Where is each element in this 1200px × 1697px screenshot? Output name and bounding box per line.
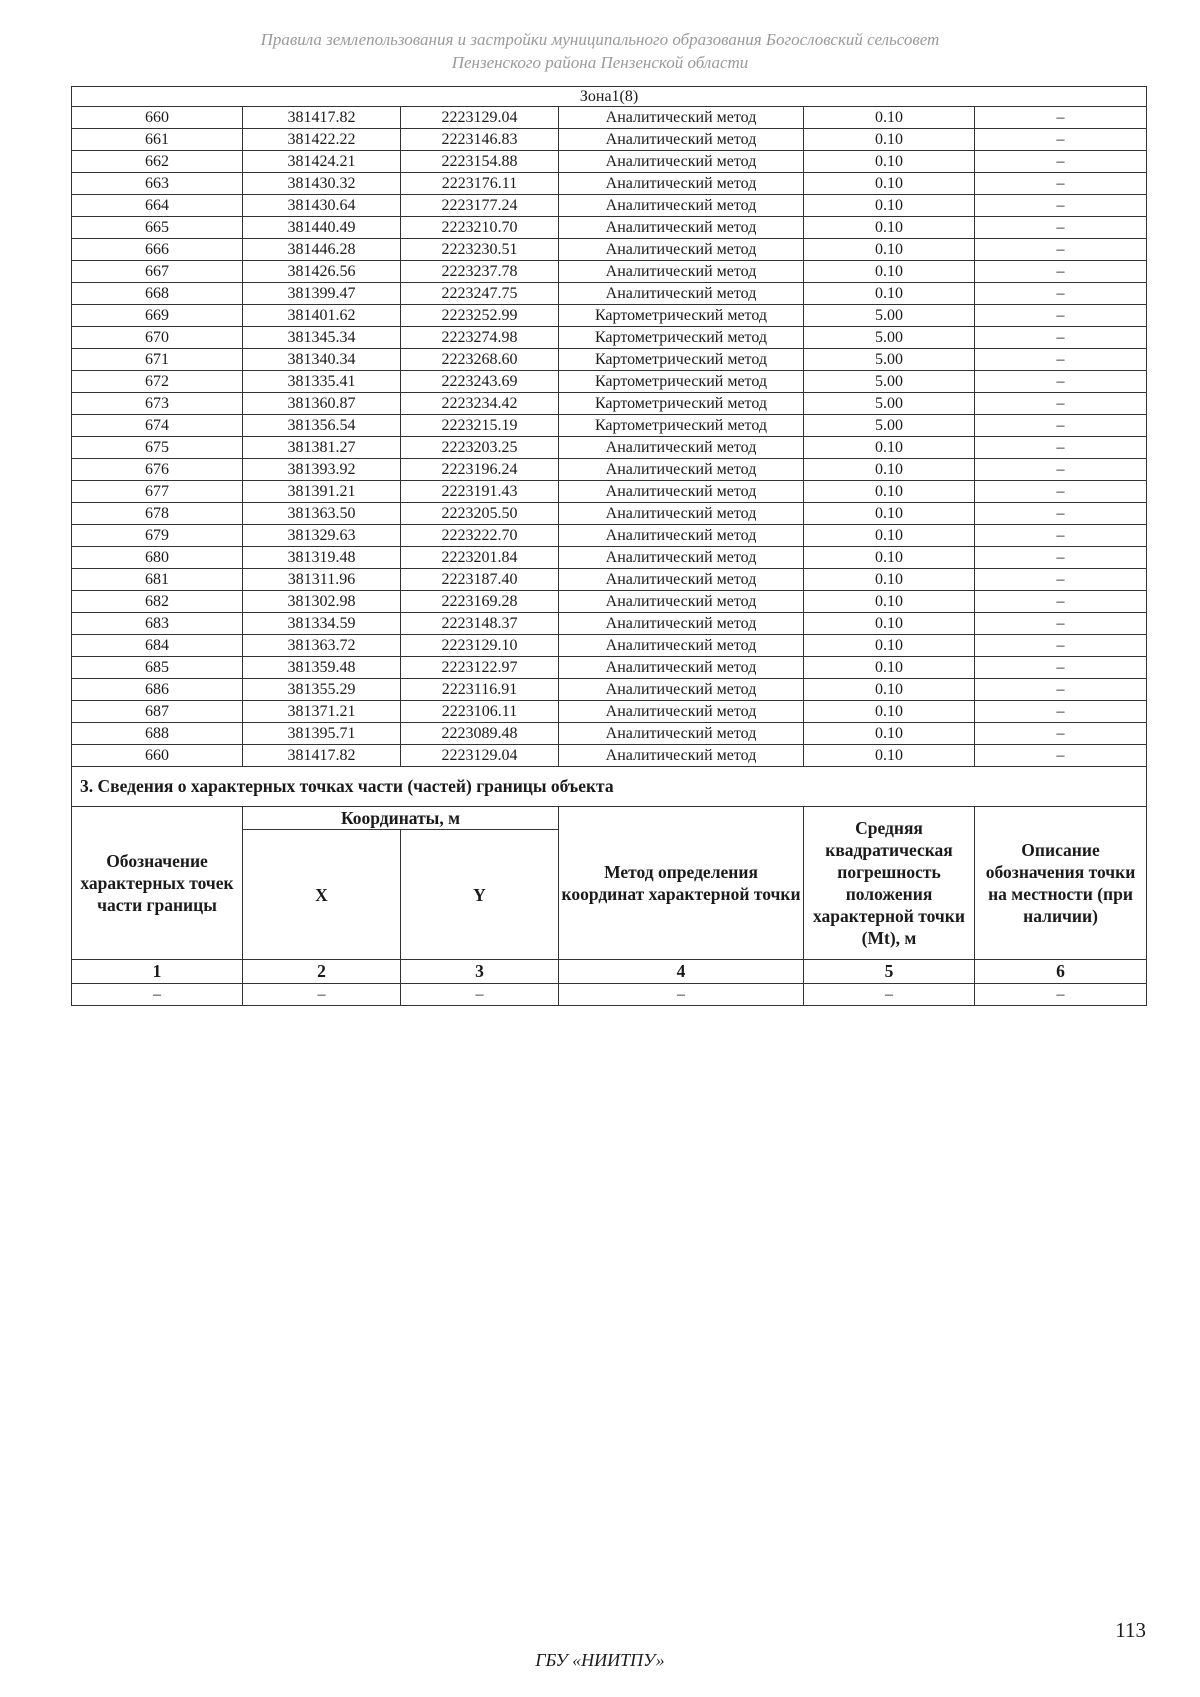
coordinates-table: [71, 86, 1147, 1006]
y-coordinate-cell: 2223230.51: [401, 239, 559, 261]
description-cell: –: [975, 283, 1147, 305]
method-cell: Аналитический метод: [559, 657, 804, 679]
point-id-cell: 666: [72, 239, 243, 261]
point-id-cell: 675: [72, 437, 243, 459]
table-row: [72, 393, 1147, 415]
x-coordinate-cell: 381329.63: [243, 525, 401, 547]
method-cell: Аналитический метод: [559, 459, 804, 481]
description-cell: –: [975, 613, 1147, 635]
x-coordinate-cell: 381345.34: [243, 327, 401, 349]
x-coordinate-cell: 381335.41: [243, 371, 401, 393]
column-number: 5: [804, 960, 975, 984]
error-cell: 0.10: [804, 107, 975, 129]
table-row: [72, 745, 1147, 767]
error-cell: 0.10: [804, 239, 975, 261]
error-cell: 0.10: [804, 723, 975, 745]
error-cell: 0.10: [804, 481, 975, 503]
method-cell: Аналитический метод: [559, 613, 804, 635]
empty-cell: –: [559, 984, 804, 1006]
method-cell: Аналитический метод: [559, 195, 804, 217]
y-coordinate-cell: 2223089.48: [401, 723, 559, 745]
description-cell: –: [975, 371, 1147, 393]
error-cell: 0.10: [804, 151, 975, 173]
point-id-cell: 684: [72, 635, 243, 657]
error-cell: 0.10: [804, 525, 975, 547]
column-number: 2: [243, 960, 401, 984]
y-coordinate-cell: 2223169.28: [401, 591, 559, 613]
error-cell: 0.10: [804, 195, 975, 217]
method-cell: Картометрический метод: [559, 349, 804, 371]
description-cell: –: [975, 349, 1147, 371]
y-coordinate-cell: 2223187.40: [401, 569, 559, 591]
point-id-cell: 662: [72, 151, 243, 173]
page-number: 113: [1115, 1618, 1146, 1642]
method-cell: Аналитический метод: [559, 591, 804, 613]
header-line-2: Пензенского района Пензенской области: [451, 53, 749, 72]
table-row: [72, 327, 1147, 349]
y-coordinate-cell: 2223203.25: [401, 437, 559, 459]
table-row: [72, 371, 1147, 393]
column-number: 3: [401, 960, 559, 984]
x-coordinate-cell: 381424.21: [243, 151, 401, 173]
document-header: [0, 28, 1200, 74]
description-cell: –: [975, 503, 1147, 525]
point-id-cell: 683: [72, 613, 243, 635]
section3-title: 3. Сведения о характерных точках части (частей) границы объекта: [72, 767, 1147, 807]
table-row: [72, 129, 1147, 151]
x-coordinate-cell: 381417.82: [243, 107, 401, 129]
y-coordinate-cell: 2223201.84: [401, 547, 559, 569]
point-id-cell: 681: [72, 569, 243, 591]
table-row: [72, 217, 1147, 239]
description-cell: –: [975, 701, 1147, 723]
x-coordinate-cell: 381417.82: [243, 745, 401, 767]
zone-title-row: [72, 87, 1147, 107]
header-error: Средняя квадратическая погрешность положения характерной точки (Mt), м: [804, 807, 975, 960]
y-coordinate-cell: 2223274.98: [401, 327, 559, 349]
method-cell: Аналитический метод: [559, 525, 804, 547]
point-id-cell: 676: [72, 459, 243, 481]
point-id-cell: 671: [72, 349, 243, 371]
x-coordinate-cell: 381356.54: [243, 415, 401, 437]
method-cell: Аналитический метод: [559, 503, 804, 525]
table-row: [72, 459, 1147, 481]
y-coordinate-cell: 2223234.42: [401, 393, 559, 415]
y-coordinate-cell: 2223237.78: [401, 261, 559, 283]
error-cell: 0.10: [804, 503, 975, 525]
x-coordinate-cell: 381363.50: [243, 503, 401, 525]
method-cell: Аналитический метод: [559, 107, 804, 129]
error-cell: 0.10: [804, 701, 975, 723]
y-coordinate-cell: 2223106.11: [401, 701, 559, 723]
description-cell: –: [975, 481, 1147, 503]
point-id-cell: 663: [72, 173, 243, 195]
method-cell: Аналитический метод: [559, 239, 804, 261]
y-coordinate-cell: 2223154.88: [401, 151, 559, 173]
table-row: [72, 591, 1147, 613]
description-cell: –: [975, 129, 1147, 151]
y-coordinate-cell: 2223196.24: [401, 459, 559, 481]
x-coordinate-cell: 381355.29: [243, 679, 401, 701]
error-cell: 0.10: [804, 679, 975, 701]
table-row: [72, 569, 1147, 591]
x-coordinate-cell: 381319.48: [243, 547, 401, 569]
table-row: [72, 701, 1147, 723]
x-coordinate-cell: 381446.28: [243, 239, 401, 261]
header-description: Описание обозначения точки на местности (при наличии): [975, 807, 1147, 960]
description-cell: –: [975, 525, 1147, 547]
x-coordinate-cell: 381340.34: [243, 349, 401, 371]
description-cell: –: [975, 679, 1147, 701]
description-cell: –: [975, 547, 1147, 569]
table-row: [72, 151, 1147, 173]
y-coordinate-cell: 2223222.70: [401, 525, 559, 547]
method-cell: Аналитический метод: [559, 569, 804, 591]
x-coordinate-cell: 381426.56: [243, 261, 401, 283]
description-cell: –: [975, 305, 1147, 327]
x-coordinate-cell: 381422.22: [243, 129, 401, 151]
point-id-cell: 678: [72, 503, 243, 525]
description-cell: –: [975, 745, 1147, 767]
x-coordinate-cell: 381371.21: [243, 701, 401, 723]
description-cell: –: [975, 393, 1147, 415]
point-id-cell: 667: [72, 261, 243, 283]
empty-cell: –: [401, 984, 559, 1006]
point-id-cell: 660: [72, 107, 243, 129]
y-coordinate-cell: 2223215.19: [401, 415, 559, 437]
x-coordinate-cell: 381302.98: [243, 591, 401, 613]
x-coordinate-cell: 381440.49: [243, 217, 401, 239]
description-cell: –: [975, 437, 1147, 459]
error-cell: 5.00: [804, 305, 975, 327]
section3-title-row: [72, 767, 1147, 807]
description-cell: –: [975, 239, 1147, 261]
description-cell: –: [975, 151, 1147, 173]
point-id-cell: 674: [72, 415, 243, 437]
table-row: [72, 107, 1147, 129]
point-id-cell: 673: [72, 393, 243, 415]
method-cell: Аналитический метод: [559, 481, 804, 503]
method-cell: Аналитический метод: [559, 173, 804, 195]
description-cell: –: [975, 217, 1147, 239]
x-coordinate-cell: 381334.59: [243, 613, 401, 635]
error-cell: 0.10: [804, 569, 975, 591]
x-coordinate-cell: 381401.62: [243, 305, 401, 327]
table-row: [72, 415, 1147, 437]
header-method: Метод определения координат характерной точки: [559, 807, 804, 960]
empty-cell: –: [72, 984, 243, 1006]
table-row: [72, 613, 1147, 635]
error-cell: 0.10: [804, 437, 975, 459]
point-id-cell: 677: [72, 481, 243, 503]
error-cell: 0.10: [804, 459, 975, 481]
table-row: [72, 679, 1147, 701]
point-id-cell: 668: [72, 283, 243, 305]
error-cell: 0.10: [804, 635, 975, 657]
error-cell: 5.00: [804, 415, 975, 437]
header-y: Y: [401, 830, 559, 960]
x-coordinate-cell: 381430.32: [243, 173, 401, 195]
y-coordinate-cell: 2223177.24: [401, 195, 559, 217]
error-cell: 5.00: [804, 349, 975, 371]
x-coordinate-cell: 381363.72: [243, 635, 401, 657]
description-cell: –: [975, 657, 1147, 679]
header-line-1: Правила землепользования и застройки муниципального образования Богословский сельсовет: [260, 30, 940, 49]
description-cell: –: [975, 327, 1147, 349]
column-numbers-row: [72, 960, 1147, 984]
description-cell: –: [975, 591, 1147, 613]
column-number: 4: [559, 960, 804, 984]
method-cell: Картометрический метод: [559, 415, 804, 437]
header-x: X: [243, 830, 401, 960]
method-cell: Аналитический метод: [559, 217, 804, 239]
point-id-cell: 685: [72, 657, 243, 679]
table-row: [72, 525, 1147, 547]
x-coordinate-cell: 381381.27: [243, 437, 401, 459]
method-cell: Аналитический метод: [559, 701, 804, 723]
method-cell: Аналитический метод: [559, 723, 804, 745]
y-coordinate-cell: 2223210.70: [401, 217, 559, 239]
table-row: [72, 349, 1147, 371]
error-cell: 0.10: [804, 173, 975, 195]
table-row: [72, 305, 1147, 327]
method-cell: Аналитический метод: [559, 261, 804, 283]
error-cell: 5.00: [804, 371, 975, 393]
point-id-cell: 664: [72, 195, 243, 217]
x-coordinate-cell: 381399.47: [243, 283, 401, 305]
table-row: [72, 437, 1147, 459]
error-cell: 0.10: [804, 657, 975, 679]
method-cell: Аналитический метод: [559, 151, 804, 173]
method-cell: Картометрический метод: [559, 305, 804, 327]
table-row: [72, 481, 1147, 503]
error-cell: 0.10: [804, 261, 975, 283]
method-cell: Аналитический метод: [559, 679, 804, 701]
section3-header-row-1: [72, 807, 1147, 830]
method-cell: Аналитический метод: [559, 745, 804, 767]
error-cell: 0.10: [804, 745, 975, 767]
empty-cell: –: [804, 984, 975, 1006]
table-row: [72, 635, 1147, 657]
header-designation: Обозначение характерных точек части границы: [72, 807, 243, 960]
method-cell: Аналитический метод: [559, 547, 804, 569]
document-footer: ГБУ «НИИТПУ»: [535, 1650, 665, 1670]
error-cell: 0.10: [804, 129, 975, 151]
description-cell: –: [975, 195, 1147, 217]
point-id-cell: 660: [72, 745, 243, 767]
x-coordinate-cell: 381359.48: [243, 657, 401, 679]
section3-block: [72, 767, 1147, 1006]
y-coordinate-cell: 2223116.91: [401, 679, 559, 701]
description-cell: –: [975, 459, 1147, 481]
coordinates-table-body: [72, 87, 1147, 767]
column-number: 6: [975, 960, 1147, 984]
description-cell: –: [975, 569, 1147, 591]
description-cell: –: [975, 415, 1147, 437]
point-id-cell: 672: [72, 371, 243, 393]
method-cell: Картометрический метод: [559, 371, 804, 393]
y-coordinate-cell: 2223191.43: [401, 481, 559, 503]
table-row: [72, 657, 1147, 679]
point-id-cell: 679: [72, 525, 243, 547]
x-coordinate-cell: 381393.92: [243, 459, 401, 481]
empty-cell: –: [975, 984, 1147, 1006]
x-coordinate-cell: 381360.87: [243, 393, 401, 415]
table-row: [72, 261, 1147, 283]
method-cell: Картометрический метод: [559, 327, 804, 349]
point-id-cell: 687: [72, 701, 243, 723]
y-coordinate-cell: 2223205.50: [401, 503, 559, 525]
y-coordinate-cell: 2223243.69: [401, 371, 559, 393]
y-coordinate-cell: 2223148.37: [401, 613, 559, 635]
empty-data-row: [72, 984, 1147, 1006]
y-coordinate-cell: 2223268.60: [401, 349, 559, 371]
method-cell: Аналитический метод: [559, 437, 804, 459]
point-id-cell: 669: [72, 305, 243, 327]
error-cell: 0.10: [804, 283, 975, 305]
column-number: 1: [72, 960, 243, 984]
table-row: [72, 173, 1147, 195]
method-cell: Аналитический метод: [559, 283, 804, 305]
error-cell: 0.10: [804, 547, 975, 569]
point-id-cell: 670: [72, 327, 243, 349]
description-cell: –: [975, 635, 1147, 657]
zone-title: Зона1(8): [72, 87, 1147, 107]
y-coordinate-cell: 2223122.97: [401, 657, 559, 679]
x-coordinate-cell: 381430.64: [243, 195, 401, 217]
y-coordinate-cell: 2223176.11: [401, 173, 559, 195]
method-cell: Аналитический метод: [559, 129, 804, 151]
description-cell: –: [975, 173, 1147, 195]
empty-cell: –: [243, 984, 401, 1006]
error-cell: 5.00: [804, 327, 975, 349]
y-coordinate-cell: 2223129.04: [401, 107, 559, 129]
point-id-cell: 680: [72, 547, 243, 569]
error-cell: 0.10: [804, 591, 975, 613]
table-row: [72, 723, 1147, 745]
point-id-cell: 661: [72, 129, 243, 151]
x-coordinate-cell: 381395.71: [243, 723, 401, 745]
y-coordinate-cell: 2223129.10: [401, 635, 559, 657]
method-cell: Аналитический метод: [559, 635, 804, 657]
x-coordinate-cell: 381391.21: [243, 481, 401, 503]
point-id-cell: 686: [72, 679, 243, 701]
x-coordinate-cell: 381311.96: [243, 569, 401, 591]
table-row: [72, 547, 1147, 569]
table-row: [72, 283, 1147, 305]
description-cell: –: [975, 107, 1147, 129]
description-cell: –: [975, 261, 1147, 283]
point-id-cell: 688: [72, 723, 243, 745]
y-coordinate-cell: 2223146.83: [401, 129, 559, 151]
method-cell: Картометрический метод: [559, 393, 804, 415]
point-id-cell: 682: [72, 591, 243, 613]
header-coordinates: Координаты, м: [243, 807, 559, 830]
error-cell: 0.10: [804, 217, 975, 239]
y-coordinate-cell: 2223129.04: [401, 745, 559, 767]
y-coordinate-cell: 2223252.99: [401, 305, 559, 327]
description-cell: –: [975, 723, 1147, 745]
table-row: [72, 503, 1147, 525]
error-cell: 5.00: [804, 393, 975, 415]
table-row: [72, 239, 1147, 261]
table-row: [72, 195, 1147, 217]
error-cell: 0.10: [804, 613, 975, 635]
point-id-cell: 665: [72, 217, 243, 239]
y-coordinate-cell: 2223247.75: [401, 283, 559, 305]
